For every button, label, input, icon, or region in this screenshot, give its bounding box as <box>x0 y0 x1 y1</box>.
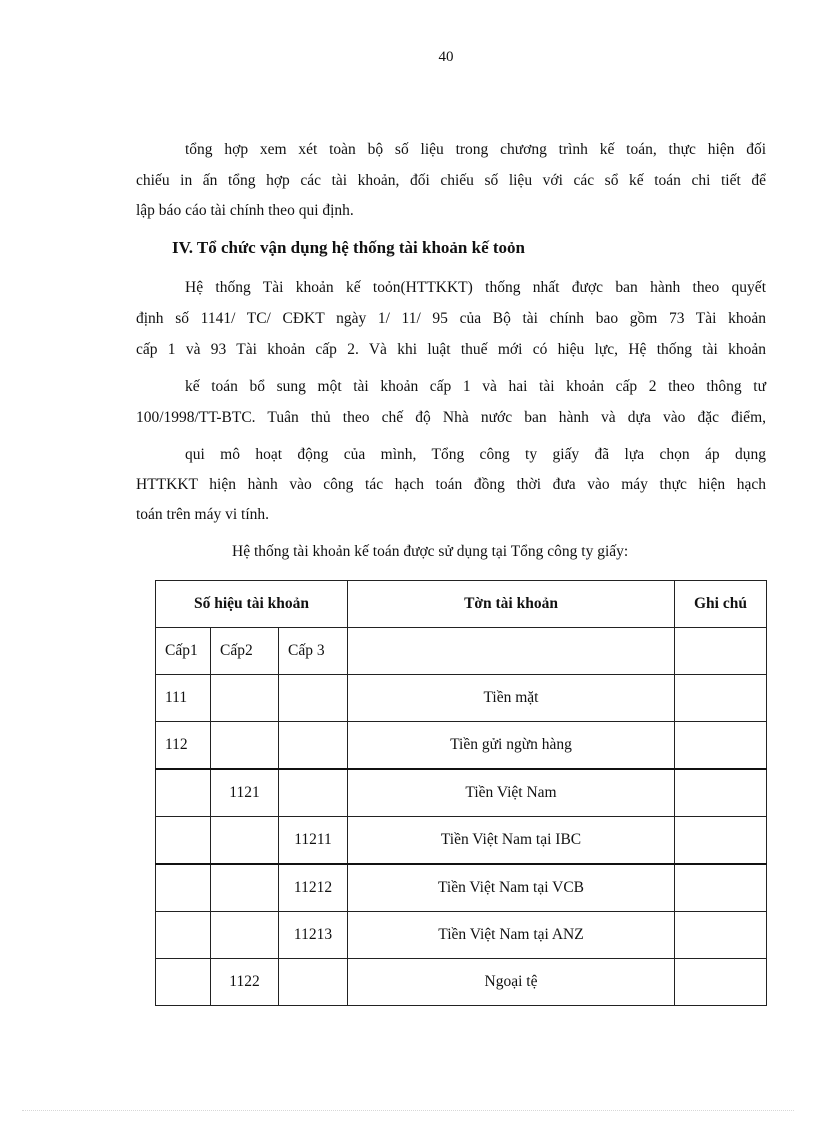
cell-level1 <box>156 912 211 959</box>
cell-name: Tiền Việt Nam <box>348 769 675 817</box>
header-account-name: Tờn tài khoản <box>348 581 675 628</box>
cell-level3 <box>279 959 348 1006</box>
table-row <box>156 864 767 912</box>
text-line: kế toán bổ sung một tài khoản cấp 1 và hai tài khoản cấp 2 theo thông tư <box>185 378 766 395</box>
subheader-empty <box>348 628 675 675</box>
table-row <box>156 675 767 722</box>
text-line: qui mô hoạt động của mình, Tổng công ty giấy đã lựa chọn áp dụng <box>185 446 766 463</box>
section-heading: IV. Tổ chức vận dụng hệ thống tài khoản kế toỏn <box>172 238 525 257</box>
text-line: Hệ thống Tài khoản kế toỏn(HTTKKT) thống nhất được ban hành theo quyết <box>185 279 766 296</box>
cell-note <box>675 864 767 912</box>
cell-level1: 112 <box>156 722 211 770</box>
cell-name: Tiền Việt Nam tại ANZ <box>348 912 675 959</box>
cell-name: Tiền mặt <box>348 675 675 722</box>
text-line: 100/1998/TT-BTC. Tuân thủ theo chế độ Nhà nước ban hành và dựa vào đặc điểm, <box>136 409 766 426</box>
table-subheader-row <box>156 628 767 675</box>
cell-level2 <box>211 912 279 959</box>
cell-level1 <box>156 864 211 912</box>
cell-level3: 11212 <box>279 864 348 912</box>
cell-level2 <box>211 864 279 912</box>
cell-name: Ngoại tệ <box>348 959 675 1006</box>
text-line: tổng hợp xem xét toàn bộ số liệu trong chương trình kế toán, thực hiện đối <box>185 141 766 158</box>
cell-note <box>675 912 767 959</box>
cell-note <box>675 817 767 865</box>
table-row <box>156 912 767 959</box>
cell-name: Tiền Việt Nam tại VCB <box>348 864 675 912</box>
cell-level2: 1121 <box>211 769 279 817</box>
text-line: cấp 1 và 93 Tài khoản cấp 2. Và khi luật thuế mới có hiệu lực, Hệ thống tài khoản <box>136 341 766 358</box>
cell-level3 <box>279 769 348 817</box>
cell-level1 <box>156 769 211 817</box>
page-number: 40 <box>438 49 454 65</box>
cell-level2 <box>211 817 279 865</box>
page-bottom-divider <box>22 1110 794 1111</box>
cell-level3: 11213 <box>279 912 348 959</box>
cell-level2: 1122 <box>211 959 279 1006</box>
subheader-empty <box>675 628 767 675</box>
text-line: chiếu in ấn tổng hợp các tài khoản, đối chiếu số liệu với các sổ kế toán chi tiết để <box>136 172 766 189</box>
subheader-level1: Cấp1 <box>156 628 211 675</box>
cell-level1: 111 <box>156 675 211 722</box>
accounts-table <box>155 580 767 1006</box>
table-row <box>156 817 767 865</box>
subheader-level3: Cấp 3 <box>279 628 348 675</box>
cell-level2 <box>211 722 279 770</box>
table-row <box>156 769 767 817</box>
cell-note <box>675 675 767 722</box>
table-caption: Hệ thống tài khoản kế toán được sử dụng tại Tổng công ty giấy: <box>232 543 629 560</box>
table-row <box>156 722 767 770</box>
header-note: Ghi chú <box>675 581 767 628</box>
table-row <box>156 959 767 1006</box>
cell-level2 <box>211 675 279 722</box>
table-header-row <box>156 581 767 628</box>
cell-note <box>675 722 767 770</box>
cell-level3: 11211 <box>279 817 348 865</box>
text-line: HTTKKT hiện hành vào công tác hạch toán đồng thời đưa vào máy thực hiện hạch <box>136 476 766 493</box>
cell-note <box>675 959 767 1006</box>
subheader-level2: Cấp2 <box>211 628 279 675</box>
text-line: lập báo cáo tài chính theo qui định. <box>136 202 354 219</box>
text-line: toán trên máy vi tính. <box>136 506 270 523</box>
cell-note <box>675 769 767 817</box>
cell-name: Tiền gửi ngừn hàng <box>348 722 675 770</box>
cell-level3 <box>279 722 348 770</box>
text-line: định số 1141/ TC/ CĐKT ngày 1/ 11/ 95 của Bộ tài chính bao gồm 73 Tài khoản <box>136 310 766 327</box>
cell-level1 <box>156 959 211 1006</box>
cell-level3 <box>279 675 348 722</box>
cell-level1 <box>156 817 211 865</box>
header-account-number: Số hiệu tài khoản <box>156 581 348 628</box>
cell-name: Tiền Việt Nam tại IBC <box>348 817 675 865</box>
